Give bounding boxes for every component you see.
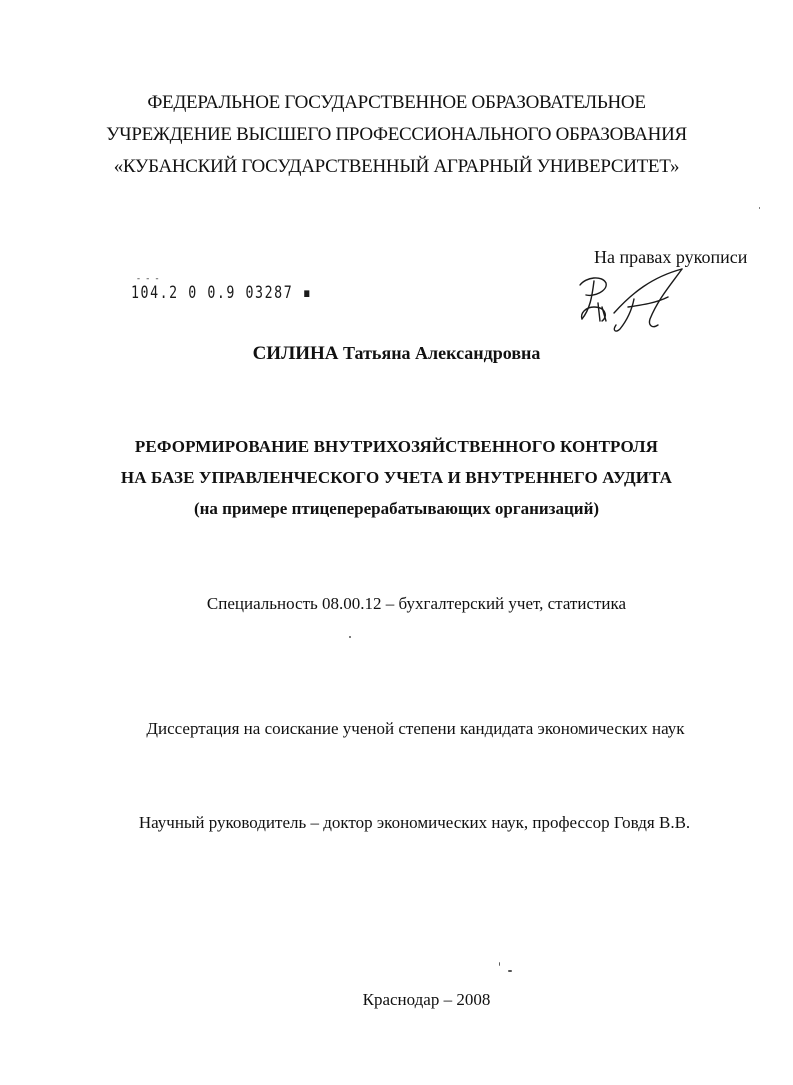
author-name <box>0 343 793 365</box>
author-given-names: Татьяна Александровна <box>343 343 541 363</box>
supervisor-line: Научный руководитель – доктор экономических наук, профессор Говдя В.В. <box>138 813 691 832</box>
institution-line-2: УЧРЕЖДЕНИЕ ВЫСШЕГО ПРОФЕССИОНАЛЬНОГО ОБРАЗОВАНИЯ <box>106 124 687 145</box>
place-year-line: Краснодар – 2008 <box>362 990 491 1009</box>
degree-line: Диссертация на соискание ученой степени кандидата экономических наук <box>146 719 685 738</box>
manuscript-rights-label: На правах рукописи <box>594 247 748 267</box>
institution-line-3: «КУБАНСКИЙ ГОСУДАРСТВЕННЫЙ АГРАРНЫЙ УНИВЕРСИТЕТ» <box>113 156 680 177</box>
institution-line-1: ФЕДЕРАЛЬНОЕ ГОСУДАРСТВЕННОЕ ОБРАЗОВАТЕЛЬНОЕ <box>147 92 646 113</box>
scan-speck <box>349 636 351 638</box>
signature-icon <box>572 263 702 338</box>
thesis-title-line-2: НА БАЗЕ УПРАВЛЕНЧЕСКОГО УЧЕТА И ВНУТРЕННЕГО АУДИТА <box>120 468 673 487</box>
thesis-title-line-1: РЕФОРМИРОВАНИЕ ВНУТРИХОЗЯЙСТВЕННОГО КОНТРОЛЯ <box>134 437 659 456</box>
author-surname: СИЛИНА <box>252 343 339 364</box>
specialty-line: Специальность 08.00.12 – бухгалтерский учет, статистика <box>206 594 627 613</box>
archive-marks: - - - <box>137 273 161 283</box>
archive-code-dot-icon: ▪ <box>293 283 313 303</box>
archive-code-text: 104.2 0 0.9 03287 <box>131 283 294 303</box>
thesis-subtitle: (на примере птицеперерабатывающих организаций) <box>193 499 600 518</box>
scan-speck <box>508 970 512 972</box>
scan-speck <box>759 207 760 209</box>
archive-code <box>131 283 312 303</box>
scan-speck <box>499 962 500 966</box>
